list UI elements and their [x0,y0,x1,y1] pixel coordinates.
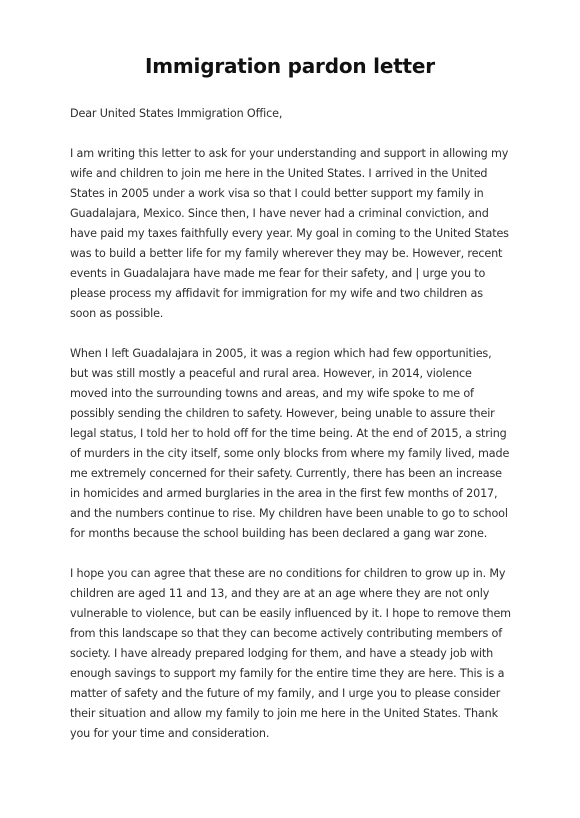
document-title: Immigration pardon letter [145,54,435,78]
salutation: Dear United States Immigration Office, [70,107,283,120]
paragraph-2: When I left Guadalajara in 2005, it was a region which had few opportunities, but was still mostly a peaceful and rural area. However, in 2014, violence moved into the surrounding towns and areas, and my wife spoke to me of possibly sending the children to safety. However, being unable to assure their legal status, I told her to hold off for the time being. At the end of 2015, a string of murders in the city itself, some only blocks from where my family lived, made me extremely concerned for their safety. Currently, there has been an increase in homicides and armed burglaries in the area in the first few months of 2017, and the numbers continue to rise. My children have been unable to go to school for months because the school building has been declared a gang war zone. [70,347,510,540]
paragraph-3: I hope you can agree that these are no conditions for children to grow up in. My children are aged 11 and 13, and they are at an age where they are not only vulnerable to violence, but can be easily influenced by it. I hope to remove them from this landscape so that they can become actively contributing members of society. I have already prepared lodging for them, and have a steady job with enough savings to support my family for the entire time they are here. This is a matter of safety and the future of my family, and I urge you to please consider their situation and allow my family to join me here in the United States. Thank you for your time and consideration. [70,567,511,740]
paragraph-1: I am writing this letter to ask for your understanding and support in allowing my wife and children to join me here in the United States. I arrived in the United States in 2005 under a work visa so that I could better support my family in Guadalajara, Mexico. Since then, I have never had a criminal conviction, and have paid my taxes faithfully every year. My goal in coming to the United States was to build a better life for my family wherever they may be. However, recent events in Guadalajara have made me fear for their safety, and | urge you to please process my affidavit for immigration for my wife and two children as soon as possible. [70,147,509,320]
letter-body [70,104,512,764]
